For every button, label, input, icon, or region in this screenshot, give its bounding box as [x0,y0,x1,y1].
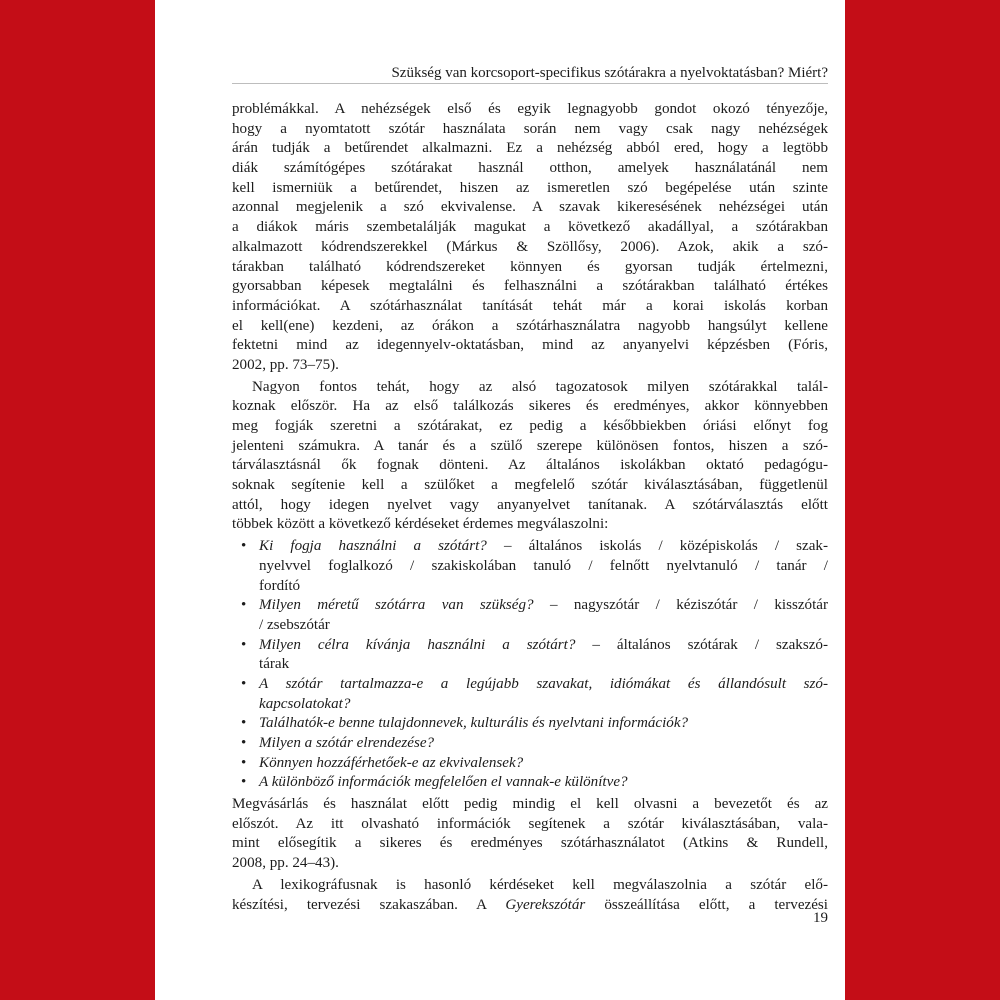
text-run: összeállítása előtt, a tervezési [585,896,828,913]
bullet-icon: • [241,774,247,791]
question-text: Milyen a szótár elrendezése? [259,735,435,751]
text-line: koznak először. Ha az első találkozás sikeres és eredményes, akkor könnyebben [232,398,828,415]
text-line: fektetni mind az idegennyelv-oktatásban, mind az anyanyelvi képzésben (Fóris, [232,337,828,354]
text-line [259,754,828,774]
question-text: Ki fogja használni a szótárt? [259,538,487,555]
text-line [259,734,828,754]
question-list-item [232,754,828,774]
answer-options: – általános szótárak / szakszó- [575,636,828,653]
question-text: Találhatók-e benne tulajdonnevek, kulturális és nyelvtani információk? [259,715,689,732]
paragraph-3 [232,795,828,874]
bullet-icon: • [241,675,247,692]
answer-options: / zsebszótár [259,616,330,633]
bullet-icon: • [241,597,247,614]
text-line: kell ismerniük a betűrendet, hiszen az ismeretlen szó begépelése után szinte [232,179,828,196]
text-line: 2002, pp. 73–75). [232,356,339,373]
text-run: készítési, tervezési szakaszában. A [232,896,506,913]
text-line: gyorsabban képesek megtalálni és felhasználni a szótárakban található értékes [232,278,828,295]
text-line: attól, hogy idegen nyelvet vagy anyanyelvet tanítanak. A szótárválasztás előtt [232,496,828,513]
text-line: A lexikográfusnak is hasonló kérdéseket kell megválaszolnia a szótár elő- [252,876,828,893]
text-line [259,537,828,557]
text-line [259,675,828,695]
text-line [259,655,828,675]
running-header: Szükség van korcsoport-specifikus szótárakra a nyelvoktatásban? Miért? [391,65,828,81]
text-line: Megvásárlás és használat előtt pedig mindig el kell olvasni a bevezetőt és az [232,796,828,813]
text-line [259,557,828,577]
text-line: a diákok máris szembetalálják magukat a következő akadállyal, a szótárakban [232,219,828,236]
bullet-icon: • [241,754,247,771]
question-list-item [232,675,828,714]
page-body [232,100,828,915]
bullet-icon: • [241,538,247,555]
answer-options: nyelvvel foglalkozó / szakiskolában tanuló / felnőtt nyelvtanuló / tanár / [259,557,828,574]
bullet-icon: • [241,715,247,732]
text-line: mint elősegítik a sikeres és eredményes szótárhasználatot (Atkins & Rundell, [232,835,828,852]
page-number: 19 [813,910,828,926]
text-line: diák számítógépes szótárakat használ otthon, amelyek használatánál nem [232,160,828,177]
question-list [232,537,828,793]
text-line: 2008, pp. 24–43). [232,855,339,872]
question-text: Milyen méretű szótárra van szükség? [259,597,534,614]
text-line: árán tudják a betűrendet alkalmazni. Ez a nehézség abból ered, hogy a legtöbb [232,140,828,157]
answer-options: – nagyszótár / kéziszótár / kisszótár [533,597,828,614]
question-text: Milyen célra kívánja használni a szótárt? [259,636,576,653]
question-text: A különböző információk megfelelően el vannak-e különítve? [259,774,628,791]
bullet-icon: • [241,636,247,653]
answer-options: – általános iskolás / középiskolás / szak- [486,538,828,555]
paragraph-2 [232,378,828,536]
text-line [259,596,828,616]
paragraph-4 [232,876,828,915]
question-list-item [232,636,828,675]
question-list-item [232,734,828,754]
question-list-item [232,596,828,635]
answer-options: tárak [259,656,290,673]
bullet-icon: • [241,735,247,751]
text-line: meg fogják szeretni a szótárakat, ez pedig a későbbiekben óriási előnyt fog [232,418,828,434]
text-line: tárválasztásnál ők fognak dönteni. Az általános iskolákban oktató pedagógu- [232,457,828,474]
book-page [155,0,845,1000]
question-list-item [232,773,828,793]
text-line: tárakban található kódrendszereket könnyen és gyorsan tudják értelmezni, [232,258,828,275]
question-list-item [232,714,828,734]
text-line: el kell(ene) kezdeni, az órákon a szótárhasználatra nagyobb hangsúlyt kellene [232,317,828,334]
question-text: Könnyen hozzáférhetőek-e az ekvivalensek? [259,754,524,771]
header-rule [232,83,828,84]
text-line [232,896,828,916]
paragraph-1 [232,100,828,376]
text-line: előszót. Az itt olvasható információk segítenek a szótár kiválasztásában, vala- [232,815,828,832]
text-line [259,714,828,734]
question-text: kapcsolatokat? [259,695,351,712]
text-line [259,616,828,636]
text-line: jelenteni számukra. A tanár és a szülő szerepe különösen fontos, hiszen a szó- [232,437,828,454]
question-text: A szótár tartalmazza-e a legújabb szavakat, idiómákat és állandósult szó- [259,675,828,692]
text-line: információkat. A szótárhasználat tanítását tehát már a korai iskolás korban [232,297,828,314]
text-line: hogy a nyomtatott szótár használata során nem vagy csak nagy nehézségek [232,120,828,137]
book-title-italic: Gyerekszótár [505,896,586,913]
text-line: problémákkal. A nehézségek első és egyik legnagyobb gondot okozó tényezője, [232,101,828,117]
text-line: Nagyon fontos tehát, hogy az alsó tagozatosok milyen szótárakkal talál- [252,378,828,395]
answer-options: fordító [259,577,301,594]
text-line: azonnal megjelenik a szó ekvivalense. A szavak kikeresésének nehézségei után [232,199,828,216]
text-line [259,577,828,597]
text-line [259,695,828,715]
text-line: soknak segítenie kell a szülőket a megfelelő szótár kiválasztásában, függetlenül [232,477,828,494]
text-line: többek között a következő kérdéseket érdemes megválaszolni: [232,516,609,533]
question-list-item [232,537,828,596]
text-line: alkalmazott kódrendszerekkel (Márkus & Szöllősy, 2006). Azok, akik a szó- [232,238,828,255]
text-line [259,773,828,793]
text-line [259,636,828,656]
